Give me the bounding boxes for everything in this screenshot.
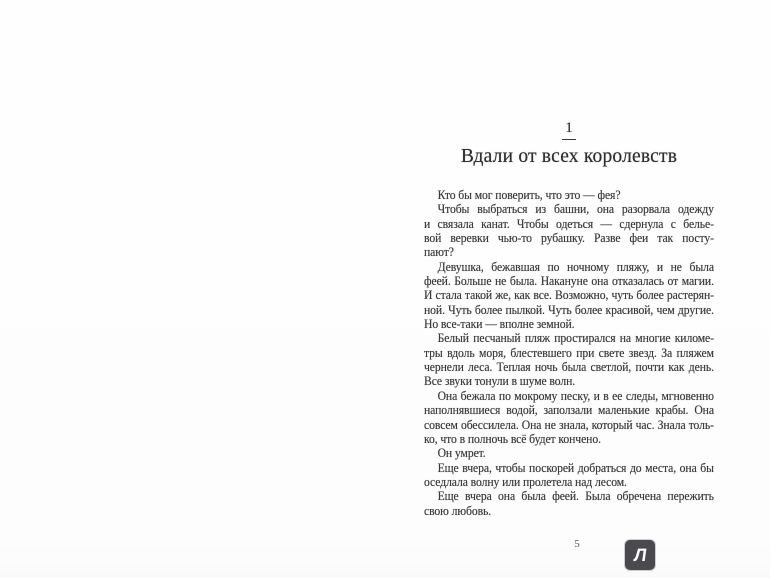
text-line: тры вдоль моря, блестевшего при свете звезд. За пляжем	[424, 345, 714, 360]
paragraph	[424, 389, 714, 446]
text-line: оседлала волну или пролетела над лесом.	[424, 474, 627, 489]
text-line: наполнявшиеся водой, заползали маленькие крабы. Она	[424, 403, 714, 418]
text-line: Он умрет.	[437, 446, 486, 461]
paragraph	[424, 188, 714, 202]
text-line: Все звуки тонули в шуме волн.	[424, 374, 576, 389]
text-line: и связала канат. Чтобы одеться — сдернула с белье-	[424, 216, 714, 231]
text-line: Кто бы мог поверить, что это — фея?	[437, 188, 621, 202]
text-line: Девушка, бежавшая по ночному пляжу, и не была	[437, 259, 714, 274]
text-line: Белый песчаный пляж простирался на многие киломе-	[437, 331, 714, 346]
paragraph	[424, 260, 714, 332]
text-line: пают?	[424, 245, 454, 260]
text-line: И стала такой же, как все. Возможно, чуть более растерян-	[424, 288, 714, 303]
chapter-number: 1	[562, 120, 576, 140]
paragraph	[424, 489, 714, 518]
paragraph	[424, 461, 714, 490]
paragraph	[424, 202, 714, 259]
text-line: феей. Больше не была. Накануне она отказалась от магии.	[424, 274, 714, 289]
paragraph	[424, 446, 714, 460]
text-line: вой веревки чью-то рубашку. Разве феи так посту-	[424, 231, 714, 246]
text-line: Еще вчера она была феей. Была обречена пережить	[437, 489, 714, 504]
text-line: Но все-таки — вполне земной.	[424, 317, 575, 332]
text-line: чернели леса. Теплая ночь была светлой, почти как день.	[424, 360, 714, 375]
text-line: Чтобы выбраться из башни, она разорвала одежду	[437, 202, 714, 217]
text-line: ко, что в полночь всё будет кончено.	[424, 431, 601, 446]
text-line: совсем обессилела. Она не знала, который час. Знала толь-	[424, 417, 714, 432]
text-line: свою любовь.	[424, 503, 492, 518]
text-line: ной. Чуть более пылкой. Чуть более красивой, чем другие.	[424, 302, 714, 317]
labirint-logo	[625, 540, 655, 570]
page-number: 5	[574, 538, 580, 550]
text-line: Еще вчера, чтобы поскорей добраться до места, она бы	[437, 460, 714, 475]
paragraph	[424, 331, 714, 388]
chapter-title: Вдали от всех королевств	[460, 146, 678, 167]
logo-letter-icon: Л	[632, 544, 648, 565]
body-text	[424, 188, 714, 518]
text-line: Она бежала по мокрому песку, и в ее следы, мгновенно	[437, 388, 714, 403]
chapter-head	[424, 119, 714, 140]
